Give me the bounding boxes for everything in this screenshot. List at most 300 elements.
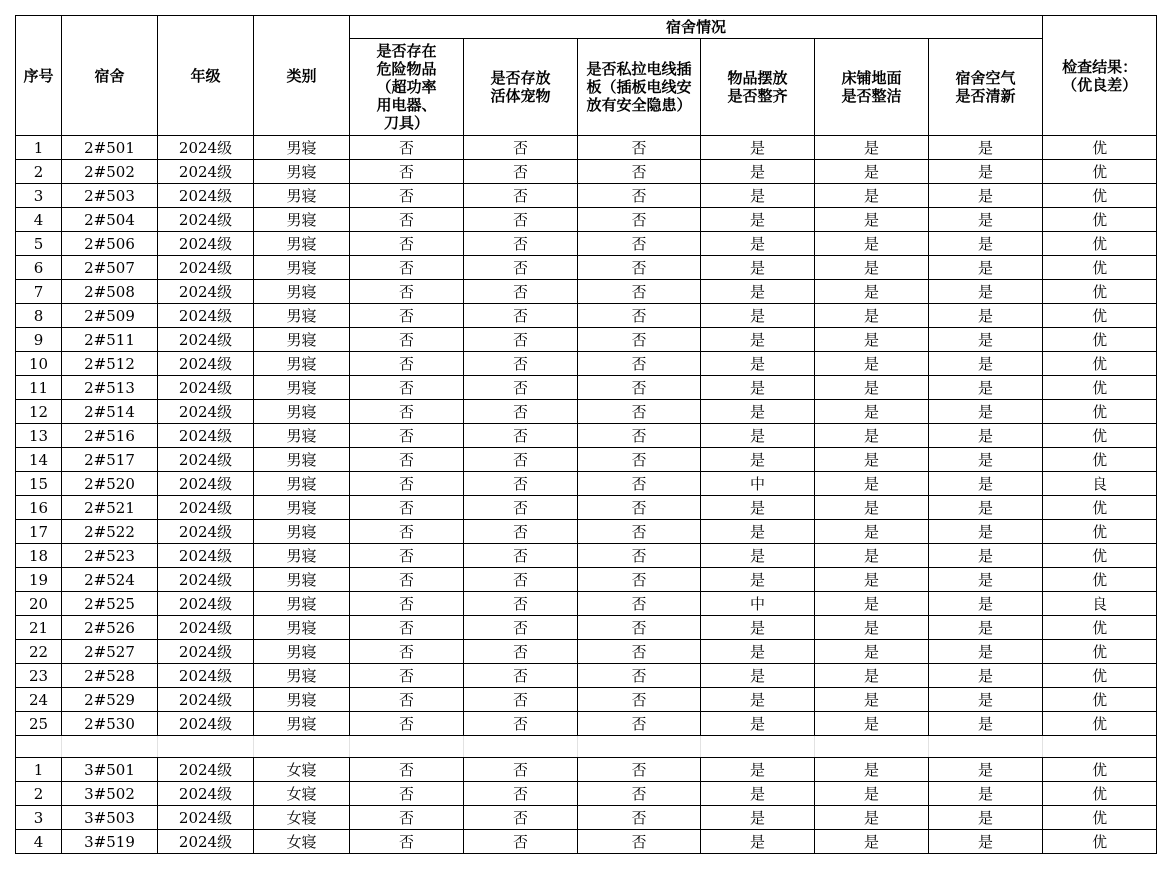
cell-dorm: 2#524 [62,568,158,592]
cell-tidy: 是 [701,304,815,328]
cell-dorm: 2#530 [62,712,158,736]
cell-clean: 是 [815,782,929,806]
cell-result: 优 [1043,184,1157,208]
cell-air: 是 [929,688,1043,712]
cell-dorm: 2#523 [62,544,158,568]
cell-category: 男寝 [254,400,350,424]
cell-seq: 1 [16,758,62,782]
cell-dorm: 2#526 [62,616,158,640]
cell-wiring: 否 [578,520,701,544]
cell-clean: 是 [815,160,929,184]
cell-category: 男寝 [254,280,350,304]
table-row [16,136,1157,160]
cell-pets: 否 [464,304,578,328]
cell-dorm: 2#517 [62,448,158,472]
table-row [16,256,1157,280]
cell-result: 优 [1043,664,1157,688]
cell-seq: 17 [16,520,62,544]
cell-category: 女寝 [254,830,350,854]
cell-dangerous: 否 [350,496,464,520]
cell-pets: 否 [464,352,578,376]
cell-tidy: 中 [701,592,815,616]
cell-result: 优 [1043,830,1157,854]
table-row [16,160,1157,184]
cell-grade: 2024级 [158,472,254,496]
cell-seq: 12 [16,400,62,424]
table-row [16,280,1157,304]
cell-wiring: 否 [578,544,701,568]
table-row [16,400,1157,424]
table-row [16,352,1157,376]
cell-wiring: 否 [578,304,701,328]
cell-result: 优 [1043,256,1157,280]
header-grade: 年级 [158,16,254,136]
cell-pets: 否 [464,664,578,688]
cell-grade: 2024级 [158,592,254,616]
cell-result: 优 [1043,304,1157,328]
cell-wiring: 否 [578,758,701,782]
cell-tidy: 是 [701,688,815,712]
cell-result: 优 [1043,448,1157,472]
cell-dangerous: 否 [350,280,464,304]
table-row [16,712,1157,736]
cell-category: 男寝 [254,328,350,352]
cell-pets: 否 [464,758,578,782]
cell-grade: 2024级 [158,568,254,592]
cell-category: 男寝 [254,616,350,640]
cell-seq: 4 [16,830,62,854]
cell-pets: 否 [464,712,578,736]
table-row [16,184,1157,208]
cell-result: 良 [1043,472,1157,496]
header-air-fresh: 宿舍空气是否清新 [929,39,1043,136]
cell-dangerous: 否 [350,592,464,616]
cell-clean: 是 [815,472,929,496]
cell-grade: 2024级 [158,782,254,806]
cell-category: 男寝 [254,136,350,160]
cell-category: 男寝 [254,376,350,400]
cell-dorm: 2#522 [62,520,158,544]
cell-wiring: 否 [578,328,701,352]
cell-clean: 是 [815,352,929,376]
cell-category: 男寝 [254,520,350,544]
female-dorm-rows [16,758,1157,854]
cell-pets: 否 [464,520,578,544]
cell-category: 男寝 [254,352,350,376]
cell-category: 男寝 [254,424,350,448]
cell-pets: 否 [464,496,578,520]
cell-pets: 否 [464,136,578,160]
cell-seq: 23 [16,664,62,688]
table-row [16,664,1157,688]
cell-seq: 22 [16,640,62,664]
cell-dangerous: 否 [350,160,464,184]
cell-seq: 20 [16,592,62,616]
cell-air: 是 [929,520,1043,544]
cell-clean: 是 [815,448,929,472]
cell-dorm: 2#516 [62,424,158,448]
cell-pets: 否 [464,782,578,806]
cell-tidy: 是 [701,448,815,472]
cell-result: 优 [1043,232,1157,256]
cell-seq: 19 [16,568,62,592]
cell-clean: 是 [815,208,929,232]
cell-grade: 2024级 [158,184,254,208]
cell-wiring: 否 [578,448,701,472]
cell-clean: 是 [815,664,929,688]
cell-tidy: 是 [701,352,815,376]
cell-dangerous: 否 [350,758,464,782]
cell-grade: 2024级 [158,160,254,184]
cell-tidy: 是 [701,400,815,424]
table-row [16,758,1157,782]
cell-pets: 否 [464,256,578,280]
cell-wiring: 否 [578,184,701,208]
cell-seq: 2 [16,160,62,184]
cell-tidy: 是 [701,664,815,688]
cell-tidy: 是 [701,640,815,664]
cell-category: 女寝 [254,782,350,806]
cell-result: 优 [1043,280,1157,304]
table-row [16,830,1157,854]
cell-grade: 2024级 [158,640,254,664]
cell-air: 是 [929,136,1043,160]
cell-clean: 是 [815,496,929,520]
table-row [16,328,1157,352]
cell-clean: 是 [815,640,929,664]
cell-clean: 是 [815,280,929,304]
cell-seq: 6 [16,256,62,280]
cell-result: 良 [1043,592,1157,616]
table-row [16,472,1157,496]
table-row [16,376,1157,400]
cell-category: 男寝 [254,232,350,256]
cell-wiring: 否 [578,160,701,184]
male-dorm-rows [16,136,1157,736]
cell-category: 男寝 [254,640,350,664]
cell-air: 是 [929,830,1043,854]
cell-dorm: 2#504 [62,208,158,232]
header-group-dorm-status: 宿舍情况 [350,16,1043,39]
cell-seq: 1 [16,136,62,160]
cell-seq: 3 [16,184,62,208]
dorm-inspection-table [15,15,1157,854]
cell-air: 是 [929,304,1043,328]
table-row [16,448,1157,472]
cell-grade: 2024级 [158,208,254,232]
cell-dangerous: 否 [350,640,464,664]
cell-seq: 14 [16,448,62,472]
cell-wiring: 否 [578,806,701,830]
cell-dangerous: 否 [350,208,464,232]
cell-seq: 11 [16,376,62,400]
cell-seq: 16 [16,496,62,520]
cell-tidy: 中 [701,472,815,496]
cell-wiring: 否 [578,424,701,448]
cell-wiring: 否 [578,664,701,688]
cell-air: 是 [929,472,1043,496]
table-row [16,208,1157,232]
cell-tidy: 是 [701,136,815,160]
cell-dangerous: 否 [350,400,464,424]
cell-category: 男寝 [254,568,350,592]
cell-pets: 否 [464,806,578,830]
cell-category: 女寝 [254,806,350,830]
cell-clean: 是 [815,688,929,712]
cell-air: 是 [929,160,1043,184]
cell-seq: 10 [16,352,62,376]
cell-dangerous: 否 [350,136,464,160]
cell-seq: 4 [16,208,62,232]
header-dangerous-items: 是否存在危险物品（超功率用电器、刀具） [350,39,464,136]
cell-tidy: 是 [701,328,815,352]
cell-result: 优 [1043,688,1157,712]
cell-dangerous: 否 [350,688,464,712]
table-row [16,640,1157,664]
cell-pets: 否 [464,280,578,304]
cell-category: 男寝 [254,664,350,688]
cell-result: 优 [1043,352,1157,376]
cell-result: 优 [1043,136,1157,160]
cell-grade: 2024级 [158,806,254,830]
cell-seq: 3 [16,806,62,830]
cell-wiring: 否 [578,496,701,520]
cell-pets: 否 [464,568,578,592]
cell-air: 是 [929,352,1043,376]
cell-air: 是 [929,640,1043,664]
header-result: 检查结果：（优良差） [1043,16,1157,136]
table-row [16,496,1157,520]
cell-wiring: 否 [578,688,701,712]
cell-dangerous: 否 [350,806,464,830]
spacer-section [16,736,1157,758]
cell-dorm: 2#527 [62,640,158,664]
cell-grade: 2024级 [158,616,254,640]
cell-result: 优 [1043,806,1157,830]
cell-air: 是 [929,232,1043,256]
cell-category: 男寝 [254,688,350,712]
table-row [16,544,1157,568]
cell-wiring: 否 [578,232,701,256]
cell-clean: 是 [815,184,929,208]
cell-dangerous: 否 [350,472,464,496]
cell-pets: 否 [464,616,578,640]
cell-clean: 是 [815,232,929,256]
cell-clean: 是 [815,592,929,616]
cell-tidy: 是 [701,256,815,280]
cell-pets: 否 [464,688,578,712]
cell-dorm: 2#512 [62,352,158,376]
cell-dangerous: 否 [350,232,464,256]
cell-category: 男寝 [254,544,350,568]
cell-dorm: 3#503 [62,806,158,830]
cell-seq: 21 [16,616,62,640]
cell-result: 优 [1043,496,1157,520]
cell-category: 男寝 [254,160,350,184]
cell-pets: 否 [464,640,578,664]
table-row [16,688,1157,712]
cell-dorm: 2#528 [62,664,158,688]
cell-result: 优 [1043,208,1157,232]
cell-pets: 否 [464,830,578,854]
cell-clean: 是 [815,136,929,160]
cell-air: 是 [929,376,1043,400]
cell-clean: 是 [815,424,929,448]
cell-tidy: 是 [701,782,815,806]
cell-grade: 2024级 [158,496,254,520]
cell-dorm: 2#514 [62,400,158,424]
cell-tidy: 是 [701,758,815,782]
cell-clean: 是 [815,806,929,830]
cell-pets: 否 [464,592,578,616]
cell-category: 男寝 [254,208,350,232]
cell-grade: 2024级 [158,280,254,304]
cell-air: 是 [929,806,1043,830]
cell-tidy: 是 [701,160,815,184]
cell-seq: 8 [16,304,62,328]
cell-dangerous: 否 [350,352,464,376]
cell-dorm: 2#525 [62,592,158,616]
cell-wiring: 否 [578,568,701,592]
cell-grade: 2024级 [158,544,254,568]
header-items-tidy: 物品摆放是否整齐 [701,39,815,136]
cell-result: 优 [1043,568,1157,592]
cell-seq: 13 [16,424,62,448]
cell-result: 优 [1043,758,1157,782]
cell-air: 是 [929,592,1043,616]
cell-air: 是 [929,568,1043,592]
cell-result: 优 [1043,328,1157,352]
cell-grade: 2024级 [158,712,254,736]
spacer-row [16,736,1157,758]
cell-air: 是 [929,256,1043,280]
cell-clean: 是 [815,256,929,280]
cell-pets: 否 [464,544,578,568]
cell-grade: 2024级 [158,830,254,854]
cell-air: 是 [929,328,1043,352]
cell-clean: 是 [815,544,929,568]
cell-dangerous: 否 [350,304,464,328]
cell-air: 是 [929,616,1043,640]
cell-air: 是 [929,400,1043,424]
cell-category: 男寝 [254,448,350,472]
cell-grade: 2024级 [158,664,254,688]
cell-result: 优 [1043,782,1157,806]
cell-dangerous: 否 [350,448,464,472]
cell-wiring: 否 [578,256,701,280]
cell-wiring: 否 [578,712,701,736]
cell-category: 男寝 [254,472,350,496]
cell-clean: 是 [815,304,929,328]
cell-tidy: 是 [701,806,815,830]
cell-air: 是 [929,184,1043,208]
cell-grade: 2024级 [158,758,254,782]
table-row [16,616,1157,640]
cell-tidy: 是 [701,616,815,640]
cell-grade: 2024级 [158,400,254,424]
cell-pets: 否 [464,184,578,208]
header-category: 类别 [254,16,350,136]
cell-dangerous: 否 [350,616,464,640]
cell-category: 女寝 [254,758,350,782]
cell-dorm: 2#501 [62,136,158,160]
cell-tidy: 是 [701,830,815,854]
cell-dangerous: 否 [350,424,464,448]
cell-dangerous: 否 [350,520,464,544]
cell-dangerous: 否 [350,376,464,400]
cell-result: 优 [1043,424,1157,448]
cell-wiring: 否 [578,640,701,664]
cell-seq: 5 [16,232,62,256]
header-bed-floor-clean: 床铺地面是否整洁 [815,39,929,136]
cell-wiring: 否 [578,400,701,424]
cell-tidy: 是 [701,280,815,304]
cell-result: 优 [1043,400,1157,424]
cell-wiring: 否 [578,616,701,640]
cell-dorm: 3#502 [62,782,158,806]
cell-wiring: 否 [578,376,701,400]
table-row [16,782,1157,806]
cell-dorm: 3#501 [62,758,158,782]
cell-pets: 否 [464,328,578,352]
cell-pets: 否 [464,208,578,232]
cell-seq: 9 [16,328,62,352]
cell-clean: 是 [815,376,929,400]
cell-dangerous: 否 [350,664,464,688]
cell-tidy: 是 [701,568,815,592]
cell-wiring: 否 [578,782,701,806]
header-private-wiring: 是否私拉电线插板（插板电线安放有安全隐患） [578,39,701,136]
cell-tidy: 是 [701,496,815,520]
cell-clean: 是 [815,328,929,352]
table-row [16,806,1157,830]
cell-tidy: 是 [701,544,815,568]
header-live-pets: 是否存放活体宠物 [464,39,578,136]
cell-grade: 2024级 [158,376,254,400]
cell-grade: 2024级 [158,136,254,160]
header-seq: 序号 [16,16,62,136]
cell-pets: 否 [464,400,578,424]
cell-dorm: 2#507 [62,256,158,280]
cell-dorm: 2#529 [62,688,158,712]
cell-dangerous: 否 [350,544,464,568]
cell-category: 男寝 [254,256,350,280]
table-header [16,16,1157,136]
cell-dangerous: 否 [350,830,464,854]
cell-clean: 是 [815,568,929,592]
cell-tidy: 是 [701,424,815,448]
cell-tidy: 是 [701,232,815,256]
cell-grade: 2024级 [158,352,254,376]
cell-seq: 2 [16,782,62,806]
cell-air: 是 [929,496,1043,520]
cell-wiring: 否 [578,472,701,496]
cell-result: 优 [1043,544,1157,568]
cell-air: 是 [929,712,1043,736]
cell-result: 优 [1043,616,1157,640]
cell-clean: 是 [815,712,929,736]
cell-wiring: 否 [578,136,701,160]
cell-pets: 否 [464,160,578,184]
cell-dorm: 2#509 [62,304,158,328]
cell-dangerous: 否 [350,184,464,208]
cell-result: 优 [1043,520,1157,544]
cell-clean: 是 [815,830,929,854]
cell-result: 优 [1043,376,1157,400]
cell-pets: 否 [464,232,578,256]
cell-wiring: 否 [578,352,701,376]
cell-grade: 2024级 [158,520,254,544]
